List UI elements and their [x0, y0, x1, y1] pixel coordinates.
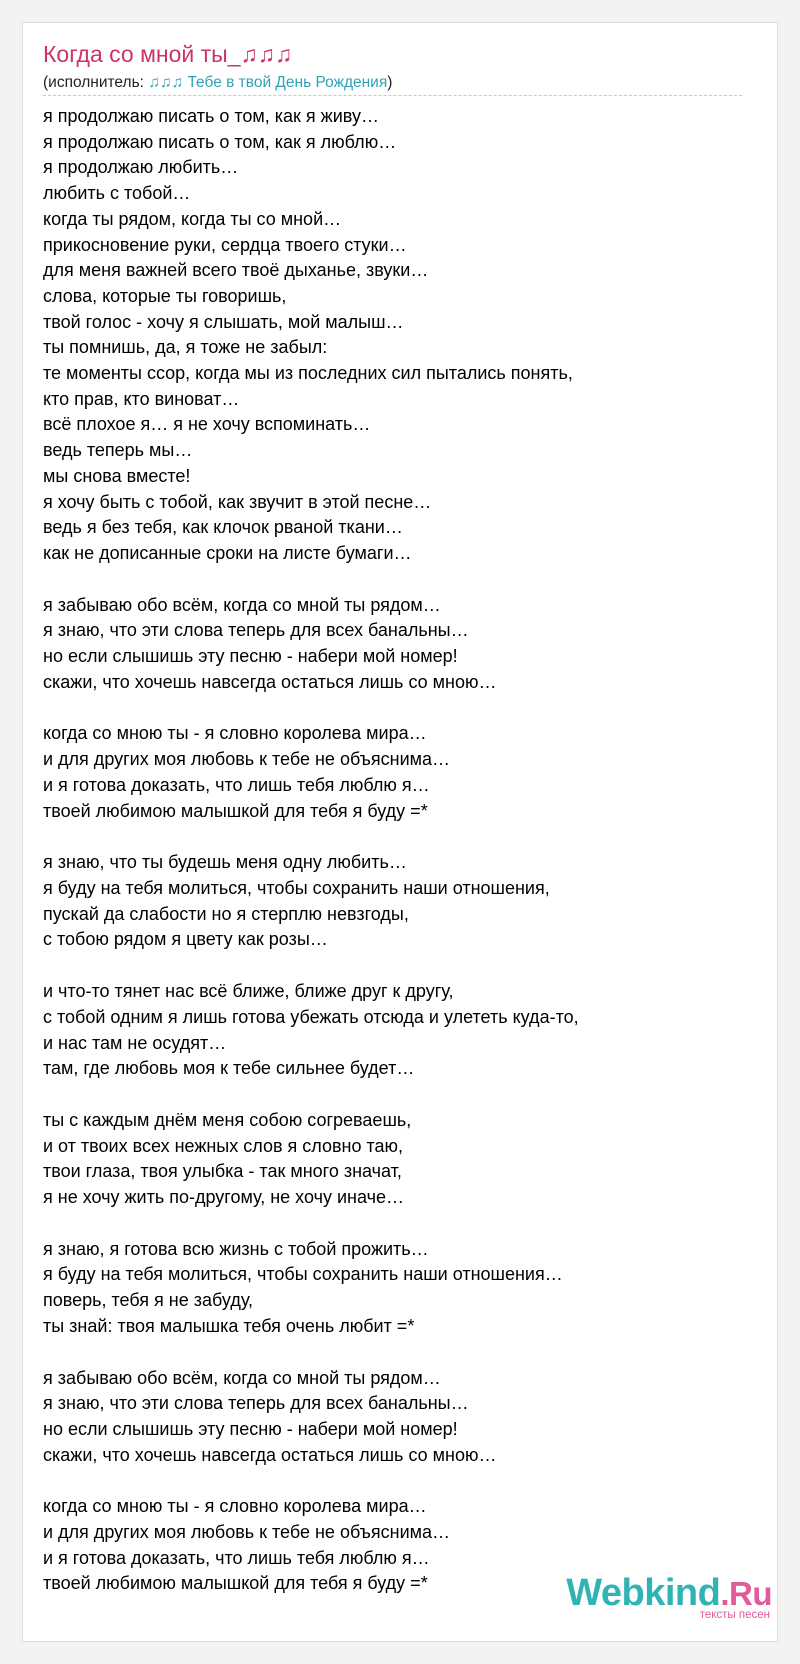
lyric-line: ведь теперь мы…	[43, 440, 193, 461]
lyric-line: скажи, что хочешь навсегда остаться лишь со мною…	[43, 1444, 497, 1465]
artist-suffix: )	[387, 74, 393, 91]
lyric-line: я знаю, что эти слова теперь для всех банальны…	[43, 620, 469, 641]
lyric-line: и для других моя любовь к тебе не объяснима…	[43, 749, 451, 770]
lyric-line: любить с тобой…	[43, 183, 191, 204]
lyric-line: когда со мною ты - я словно королева мира…	[43, 723, 427, 744]
lyrics-stanza	[43, 850, 743, 953]
lyric-line: и от твоих всех нежных слов я словно таю,	[43, 1135, 404, 1156]
lyric-line: твоей любимою малышкой для тебя я буду =*	[43, 800, 428, 821]
lyric-line: я не хочу жить по-другому, не хочу иначе…	[43, 1187, 404, 1208]
lyric-line: слова, которые ты говоришь,	[43, 285, 287, 306]
lyric-line: всё плохое я… я не хочу вспоминать…	[43, 414, 371, 435]
lyric-line: я знаю, что эти слова теперь для всех банальны…	[43, 1393, 469, 1414]
logo-tld: .Ru	[720, 1575, 772, 1612]
lyric-line: и нас там не осудят…	[43, 1032, 227, 1053]
lyric-line: ты знай: твоя малышка тебя очень любит =*	[43, 1315, 415, 1336]
lyric-line: я буду на тебя молиться, чтобы сохранить наши отношения,	[43, 877, 550, 898]
lyric-line: кто прав, кто виноват…	[43, 388, 240, 409]
lyric-line: скажи, что хочешь навсегда остаться лишь со мною…	[43, 671, 497, 692]
logo-tagline: тексты песен	[699, 1609, 770, 1621]
song-title: Когда со мной ты_♫♫♫	[43, 41, 293, 67]
lyric-line: те моменты ссор, когда мы из последних сил пытались понять,	[43, 363, 573, 384]
artist-link[interactable]: ♫♫♫ Тебе в твой День Рождения	[148, 74, 388, 91]
lyric-line: с тобою рядом я цвету как розы…	[43, 929, 328, 950]
lyric-line: я продолжаю писать о том, как я люблю…	[43, 131, 397, 152]
lyric-line: я забываю обо всём, когда со мной ты рядом…	[43, 594, 441, 615]
lyric-line: с тобой одним я лишь готова убежать отсюда и улететь куда-то,	[43, 1006, 579, 1027]
lyric-line: ты помнишь, да, я тоже не забыл:	[43, 337, 328, 358]
lyric-line: когда ты рядом, когда ты со мной…	[43, 208, 342, 229]
lyric-line: твой голос - хочу я слышать, мой малыш…	[43, 311, 404, 332]
lyric-line: там, где любовь моя к тебе сильнее будет…	[43, 1058, 415, 1079]
site-logo[interactable]	[566, 1574, 772, 1621]
lyric-line: пускай да слабости но я стерплю невзгоды,	[43, 903, 409, 924]
lyric-line: когда со мною ты - я словно королева мира…	[43, 1496, 427, 1517]
lyric-line: но если слышишь эту песню - набери мой номер!	[43, 1418, 458, 1439]
lyric-line: я знаю, я готова всю жизнь с тобой прожить…	[43, 1238, 429, 1259]
lyrics-stanza	[43, 593, 743, 696]
lyrics-stanza	[43, 1366, 743, 1469]
lyrics-stanza	[43, 1108, 743, 1211]
lyrics-page	[22, 22, 778, 1642]
logo-name: Webkind	[566, 1572, 721, 1614]
lyric-line: я буду на тебя молиться, чтобы сохранить наши отношения…	[43, 1264, 563, 1285]
artist-line	[43, 74, 392, 92]
lyric-line: поверь, тебя я не забуду,	[43, 1290, 254, 1311]
lyric-line: я продолжаю писать о том, как я живу…	[43, 106, 379, 126]
lyric-line: мы снова вместе!	[43, 465, 191, 486]
logo-wordmark	[566, 1574, 772, 1613]
lyric-line: прикосновение руки, сердца твоего стуки…	[43, 234, 407, 255]
lyrics-stanza	[43, 104, 743, 567]
lyric-line: я знаю, что ты будешь меня одну любить…	[43, 852, 407, 873]
lyric-line: ты с каждым днём меня собою согреваешь,	[43, 1109, 412, 1130]
lyric-line: ведь я без тебя, как клочок рваной ткани…	[43, 517, 403, 538]
artist-prefix: (исполнитель:	[43, 74, 149, 91]
lyric-line: и я готова доказать, что лишь тебя люблю я…	[43, 1547, 430, 1568]
lyrics-stanza	[43, 1237, 743, 1340]
lyrics-stanza	[43, 979, 743, 1082]
lyric-line: твои глаза, твоя улыбка - так много значат,	[43, 1161, 402, 1182]
lyric-line: но если слышишь эту песню - набери мой номер!	[43, 646, 458, 667]
lyric-line: и я готова доказать, что лишь тебя люблю я…	[43, 774, 430, 795]
lyric-line: твоей любимою малышкой для тебя я буду =*	[43, 1573, 428, 1594]
lyric-line: я хочу быть с тобой, как звучит в этой песне…	[43, 491, 432, 512]
lyrics-body	[43, 104, 743, 1623]
lyrics-stanza	[43, 721, 743, 824]
lyric-line: я забываю обо всём, когда со мной ты рядом…	[43, 1367, 441, 1388]
lyric-line: и что-то тянет нас всё ближе, ближе друг к другу,	[43, 981, 454, 1002]
header-divider	[43, 95, 742, 96]
lyric-line: как не дописанные сроки на листе бумаги…	[43, 542, 412, 563]
lyric-line: я продолжаю любить…	[43, 157, 239, 178]
lyric-line: для меня важней всего твоё дыханье, звуки…	[43, 260, 429, 281]
lyric-line: и для других моя любовь к тебе не объяснима…	[43, 1522, 451, 1543]
